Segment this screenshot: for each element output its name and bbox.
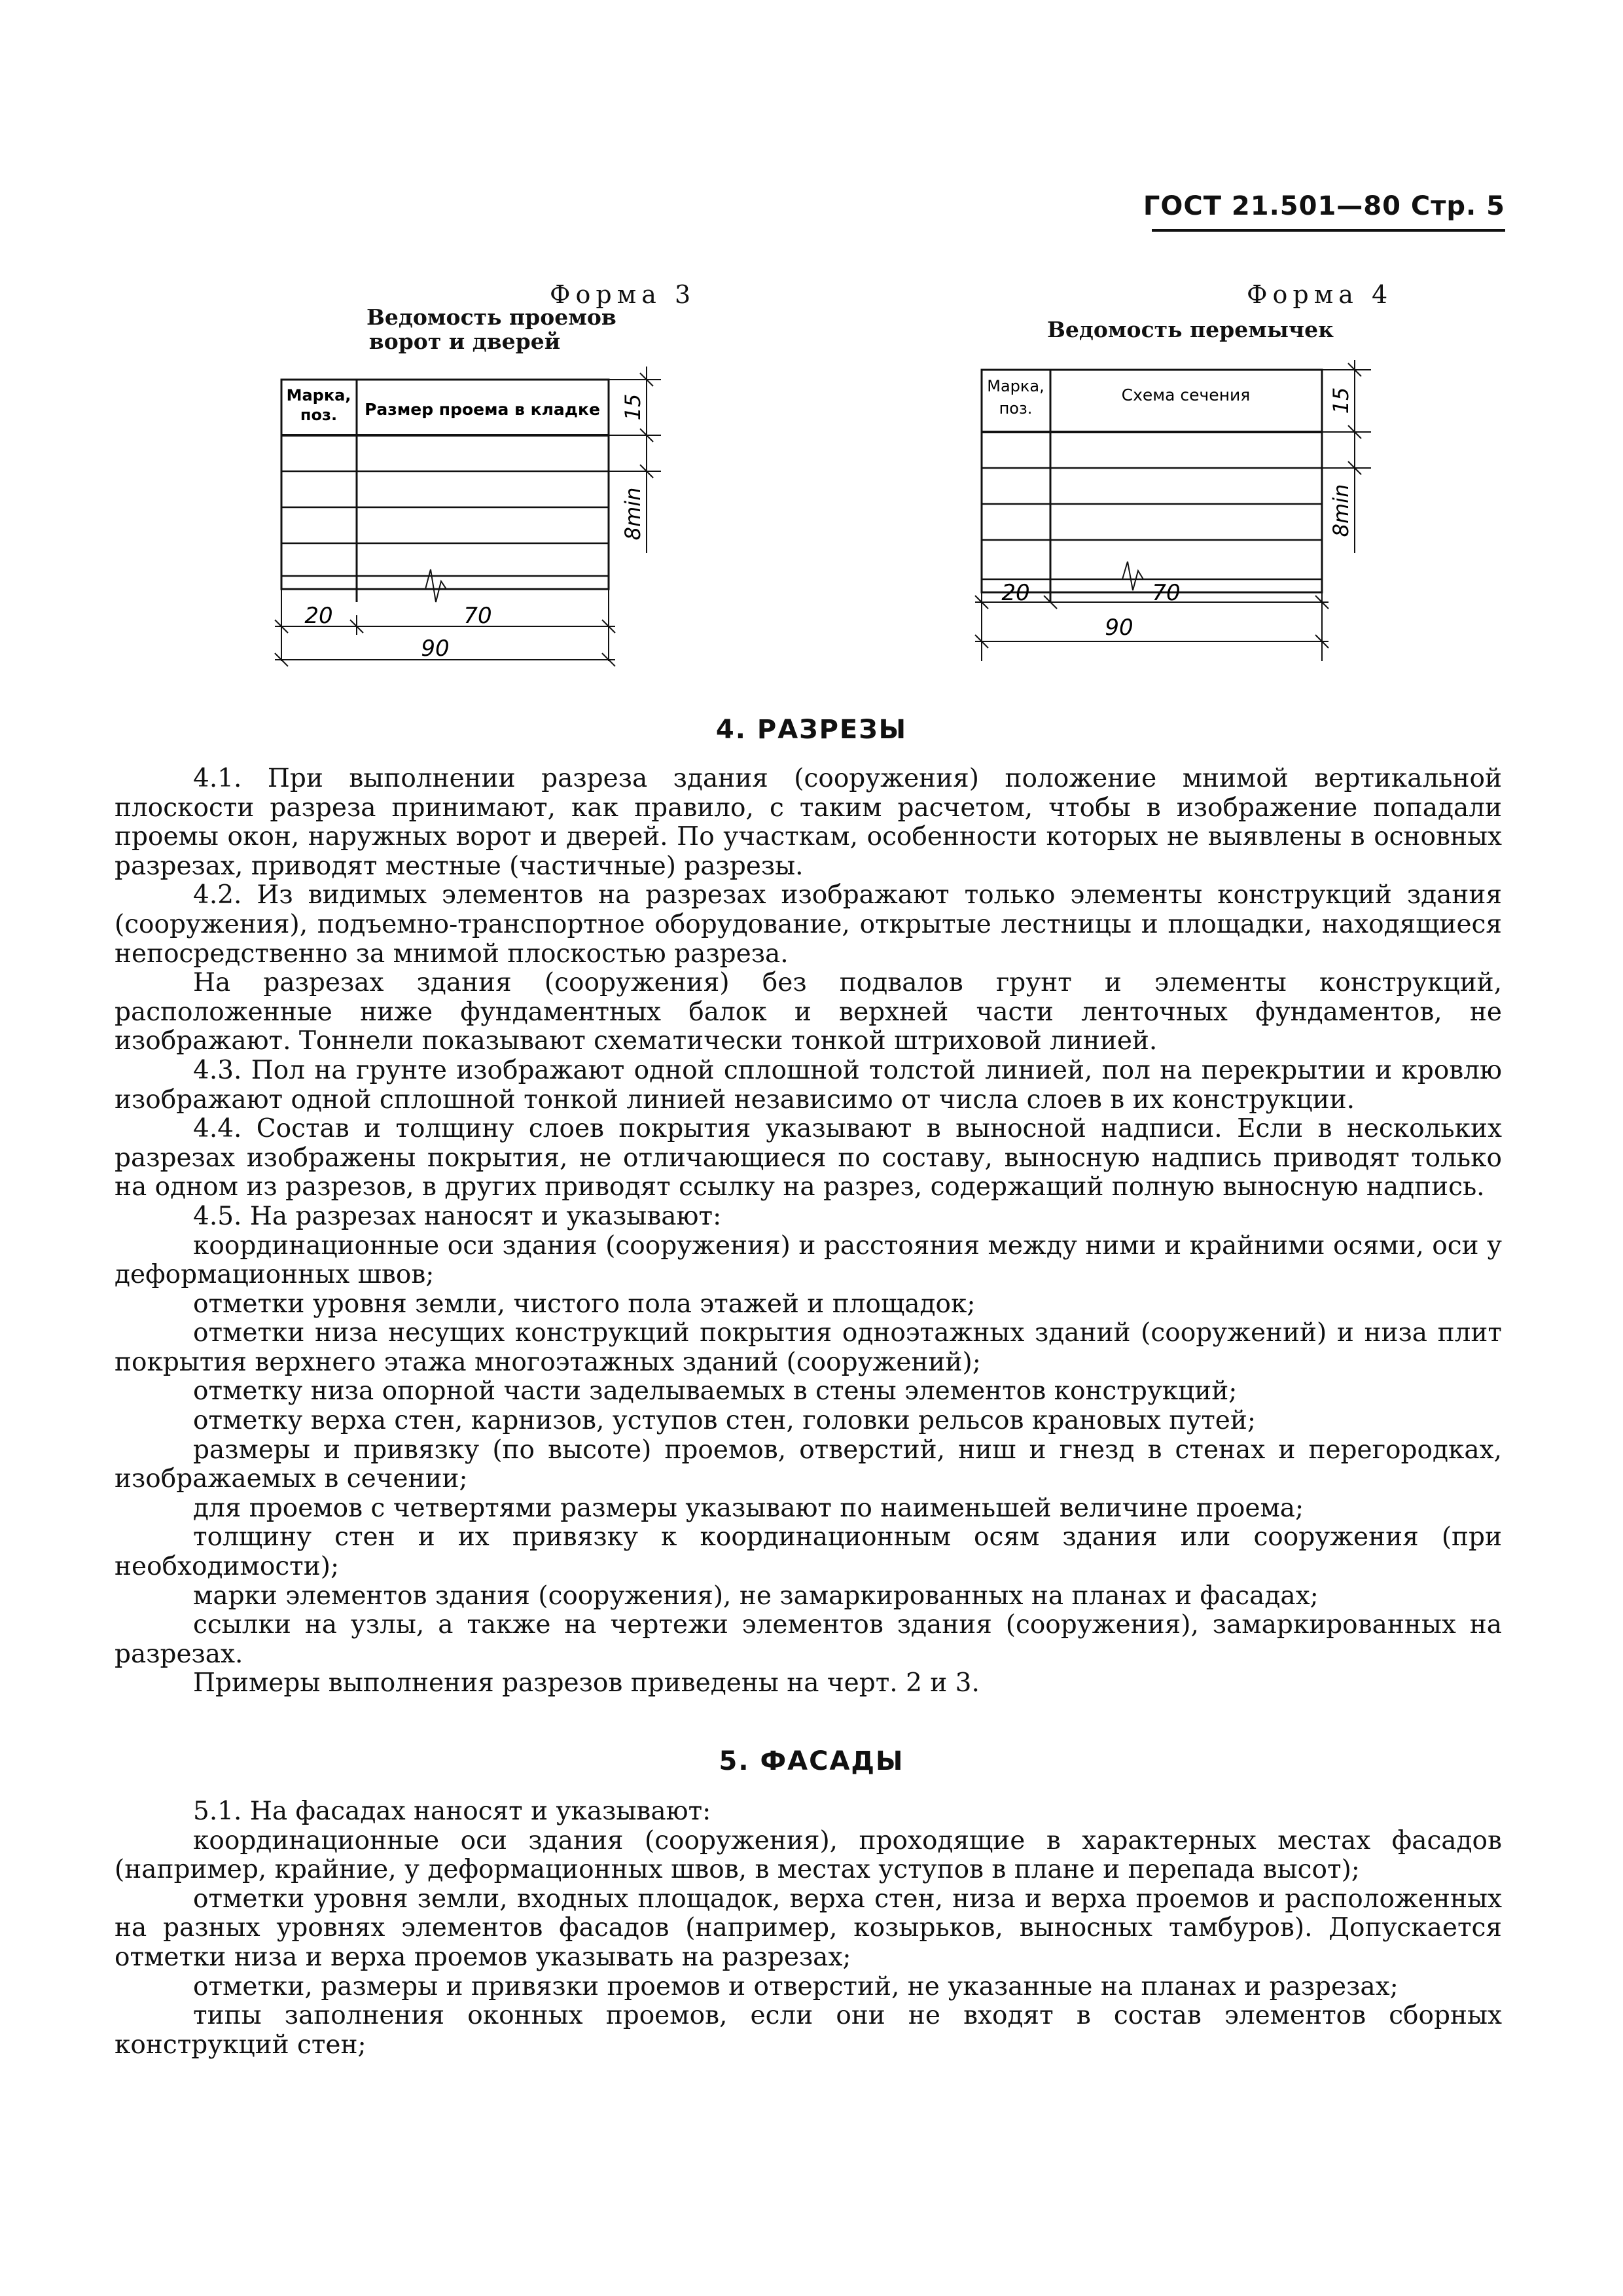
- form-4-title-line1: Ведомость перемычек: [1047, 317, 1334, 342]
- list-item: размеры и привязку (по высоте) проемов, отверстий, ниш и гнезд в стенах и перегородках, изображаемых в сечении;: [115, 1435, 1502, 1494]
- list-item: отметку верха стен, карнизов, уступов стен, головки рельсов крановых путей;: [193, 1406, 1257, 1436]
- form-4-label: Форма 4: [1247, 280, 1393, 309]
- list-item: отметки уровня земли, входных площадок, верха стен, низа и верха проемов и расположенных на разных уровнях элементов фасадов (например, козырьков, выносных тамбуров). Допускается отметки низа и верха проемов указывать на разрезах;: [115, 1884, 1502, 1972]
- form-4-col1-line2: поз.: [999, 399, 1033, 418]
- section-4-title: 4. РАЗРЕЗЫ: [715, 715, 908, 745]
- section-4-body: [115, 764, 1502, 1698]
- form-4-col2-header: Схема сечения: [1121, 386, 1251, 404]
- page-header: ГОСТ 21.501—80 Стр. 5: [1143, 191, 1505, 221]
- list-item: отметки, размеры и привязки проемов и отверстий, не указанные на планах и разрезах;: [193, 1971, 1399, 2001]
- form-4-dim-header-height: 15: [1329, 387, 1353, 414]
- paragraph-4-2b: На разрезах здания (сооружения) без подвалов грунт и элементы конструкций, расположенные ниже фундаментных балок и верхней части ленточных фундаментов, не изображают. Тоннели показывают схематически тонкой штриховой линией.: [115, 968, 1502, 1056]
- form-3-title-line2: ворот и дверей: [368, 329, 561, 354]
- header-rule: [1152, 229, 1505, 232]
- form-3-dim-col2: 70: [463, 603, 492, 629]
- list-item: отметки низа несущих конструкций покрытия одноэтажных зданий (сооружений) и низа плит покрытия верхнего этажа многоэтажных зданий (сооружений);: [115, 1318, 1502, 1377]
- examples-note: Примеры выполнения разрезов приведены на черт. 2 и 3.: [193, 1668, 980, 1698]
- paragraph-4-3: 4.3. Пол на грунте изображают одной сплошной толстой линией, пол на перекрытии и кровлю изображают одной сплошной тонкой линией независимо от числа слоев в их конструкции.: [115, 1055, 1502, 1115]
- paragraph-5-1: 5.1. На фасадах наносят и указывают:: [193, 1797, 711, 1826]
- list-item: для проемов с четвертями размеры указывают по наименьшей величине проема;: [193, 1493, 1304, 1523]
- list-item: координационные оси здания (сооружения) и расстояния между ними и крайними осями, оси у деформационных швов;: [115, 1230, 1502, 1290]
- form-4-dim-col2: 70: [1152, 580, 1181, 606]
- form-3-title-line1: Ведомость проемов: [366, 304, 616, 330]
- section-5-title: 5. ФАСАДЫ: [719, 1746, 904, 1776]
- form-4-dim-rows-height: 8min: [1329, 484, 1353, 537]
- form-4-table: [955, 353, 1387, 681]
- section-5-body: [115, 1797, 1502, 2060]
- list-item: отметку низа опорной части заделываемых в стены элементов конструкций;: [193, 1376, 1238, 1407]
- form-3-dim-col1: 20: [304, 603, 333, 629]
- list-item: марки элементов здания (сооружения), не замаркированных на планах и фасадах;: [193, 1581, 1319, 1611]
- form-4-dim-total: 90: [1105, 615, 1133, 641]
- form-3-dim-rows-height: 8min: [620, 487, 645, 541]
- paragraph-4-1: 4.1. При выполнении разреза здания (сооружения) положение мнимой вертикальной плоскости разреза принимают, как правило, с таким расчетом, чтобы в изображение попадали проемы окон, наружных ворот и дверей. По участкам, особенности которых не выявлены в основных разрезах, приводят местные (частичные) разрезы.: [115, 764, 1502, 881]
- form-3-col1-line1: Марка,: [286, 386, 351, 404]
- list-item: координационные оси здания (сооружения), проходящие в характерных местах фасадов (например, крайние, у деформационных швов, в местах уступов в плане и перепада высот);: [115, 1825, 1502, 1885]
- form-4-col1-line1: Марка,: [987, 377, 1044, 395]
- form-3-dim-total: 90: [421, 636, 450, 662]
- form-3-col2-header: Размер проема в кладке: [365, 400, 600, 419]
- form-3-table: [262, 353, 681, 681]
- form-3-label: Форма 3: [550, 280, 696, 309]
- list-item: ссылки на узлы, а также на чертежи элементов здания (сооружения), замаркированных на разрезах.: [115, 1610, 1502, 1669]
- paragraph-4-2: 4.2. Из видимых элементов на разрезах изображают только элементы конструкций здания (сооружения), подъемно-транспортное оборудование, открытые лестницы и площадки, находящиеся непосредственно за мнимой плоскостью разреза.: [115, 880, 1502, 969]
- list-item: типы заполнения оконных проемов, если они не входят в состав элементов сборных конструкций стен;: [115, 2001, 1502, 2060]
- paragraph-4-4: 4.4. Состав и толщину слоев покрытия указывают в выносной надписи. Если в нескольких разрезах изображены покрытия, не отличающиеся по составу, выносную надпись приводят только на одном из разрезов, в других приводят ссылку на разрез, содержащий полную выносную надпись.: [115, 1114, 1502, 1202]
- form-3-col1-line2: поз.: [300, 406, 338, 424]
- list-item: толщину стен и их привязку к координационным осям здания или сооружения (при необходимости);: [115, 1522, 1502, 1582]
- form-3-dim-header-height: 15: [620, 393, 645, 421]
- list-item: отметки уровня земли, чистого пола этажей и площадок;: [193, 1289, 976, 1319]
- form-4-dim-col1: 20: [1001, 580, 1030, 606]
- paragraph-4-5: 4.5. На разрезах наносят и указывают:: [193, 1201, 722, 1231]
